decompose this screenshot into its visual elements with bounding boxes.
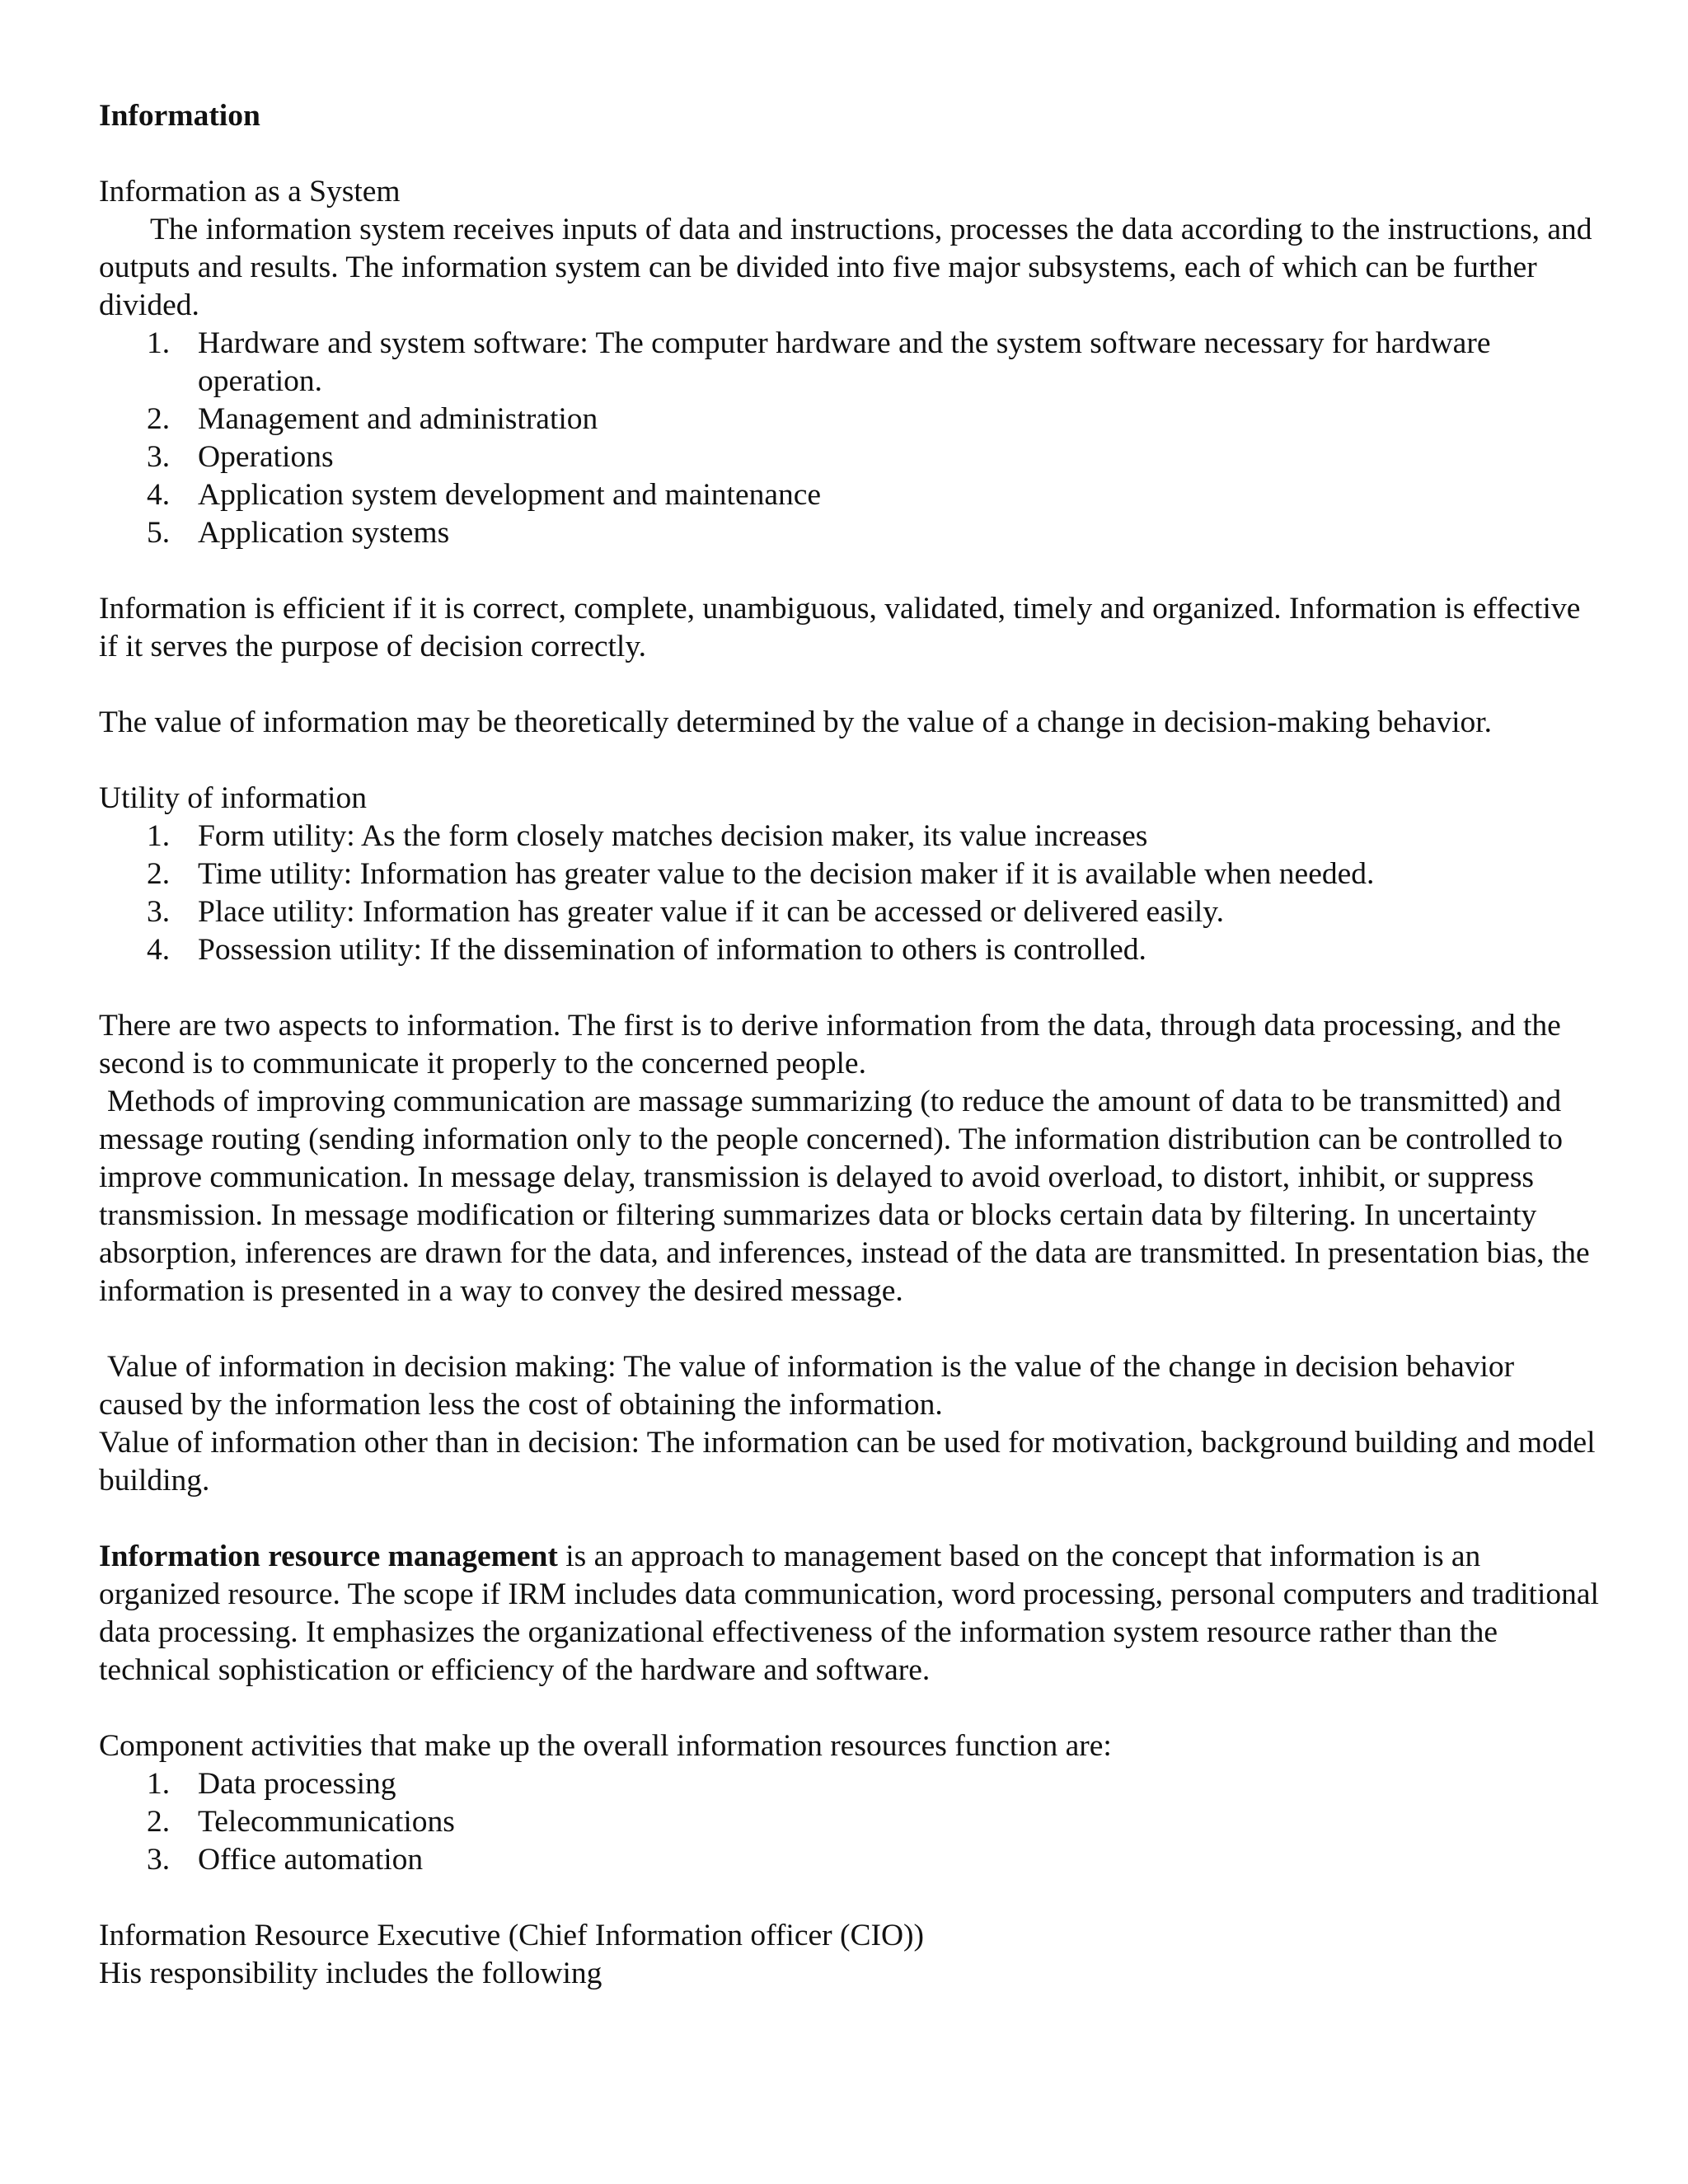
- paragraph-aspects: There are two aspects to information. The first is to derive information from the data, through data processing, and the second is to communicate it properly to the concerned people.: [99, 1009, 1561, 1080]
- list-item: [99, 893, 1599, 931]
- list-number: 1.: [147, 1767, 171, 1801]
- list-text: Operations: [198, 440, 334, 474]
- list-number: 1.: [147, 326, 171, 360]
- list-item: [99, 401, 1599, 438]
- list-text: Place utility: Information has greater value if it can be accessed or delivered easily.: [198, 895, 1224, 929]
- document-page: [99, 97, 1599, 1993]
- cio-heading: Information Resource Executive (Chief Information officer (CIO)): [99, 1919, 925, 1952]
- list-number: 3.: [147, 895, 171, 929]
- list-item: [99, 438, 1599, 476]
- list-text: Application systems: [198, 516, 450, 550]
- irm-definition: is an approach to management based on the concept that information is an organized resource. The scope if IRM includes data communication, word processing, personal computers and traditional data processing. It emphasizes the organizational effectiveness of the information system resource rather than the technical sophistication or efficiency of the hardware and software.: [99, 1540, 1599, 1687]
- paragraph-other-value: Value of information other than in decision: The information can be used for motivation, background building and model building.: [99, 1426, 1596, 1497]
- section-intro: The information system receives inputs of data and instructions, processes the data according to the instructions, and outputs and results. The information system can be divided into five major subsystems, each of which can be further divided.: [99, 213, 1592, 322]
- components-list: [99, 1765, 1599, 1879]
- list-text: Application system development and maintenance: [198, 478, 822, 512]
- list-number: 2.: [147, 1805, 171, 1839]
- list-item: [99, 476, 1599, 514]
- paragraph-decision-value: Value of information in decision making: The value of information is the value of the change in decision behavior caused by the information less the cost of obtaining the information.: [99, 1350, 1515, 1422]
- list-item: [99, 1803, 1599, 1841]
- list-text: Possession utility: If the dissemination of information to others is controlled.: [198, 933, 1146, 967]
- list-item: [99, 931, 1599, 969]
- components-intro: Component activities that make up the overall information resources function are:: [99, 1729, 1112, 1763]
- paragraph-methods: Methods of improving communication are massage summarizing (to reduce the amount of data to be transmitted) and message routing (sending information only to the people concerned). The information distribution can be controlled to improve communication. In message delay, transmission is delayed to avoid overload, to distort, inhibit, or suppress transmission. In message modification or filtering summarizes data or blocks certain data by filtering. In uncertainty absorption, inferences are drawn for the data, and inferences, instead of the data are transmitted. In presentation bias, the information is presented in a way to convey the desired message.: [99, 1085, 1590, 1308]
- list-text: Office automation: [198, 1843, 424, 1877]
- cio-responsibility: His responsibility includes the following: [99, 1957, 603, 1990]
- list-number: 3.: [147, 1843, 171, 1877]
- list-item: [99, 514, 1599, 552]
- list-item: [99, 1841, 1599, 1879]
- utility-list: [99, 818, 1599, 969]
- list-text: Data processing: [198, 1767, 396, 1801]
- list-number: 5.: [147, 516, 171, 550]
- paragraph-efficiency: Information is efficient if it is correct, complete, unambiguous, validated, timely and organized. Information is effective if it serves the purpose of decision correctly.: [99, 592, 1581, 663]
- irm-term: Information resource management: [99, 1540, 558, 1573]
- section-subtitle: Information as a System: [99, 175, 401, 209]
- list-text: Form utility: As the form closely matches decision maker, its value increases: [198, 819, 1148, 853]
- list-item: [99, 1765, 1599, 1803]
- subsystems-list: [99, 325, 1599, 552]
- document-title: Information: [99, 99, 260, 133]
- list-number: 4.: [147, 478, 171, 512]
- utility-subtitle: Utility of information: [99, 781, 367, 815]
- paragraph-irm: [99, 1538, 1599, 1690]
- list-number: 2.: [147, 857, 171, 891]
- list-number: 2.: [147, 402, 171, 436]
- list-number: 3.: [147, 440, 171, 474]
- list-item: [99, 855, 1599, 893]
- list-text: Telecommunications: [198, 1805, 455, 1839]
- list-item: [99, 818, 1599, 855]
- list-text: Hardware and system software: The computer hardware and the system software necessary for hardware operation.: [198, 326, 1491, 398]
- list-number: 4.: [147, 933, 171, 967]
- list-number: 1.: [147, 819, 171, 853]
- list-text: Time utility: Information has greater value to the decision maker if it is available when needed.: [198, 857, 1375, 891]
- list-item: [99, 325, 1599, 401]
- list-text: Management and administration: [198, 402, 598, 436]
- paragraph-value: The value of information may be theoretically determined by the value of a change in decision-making behavior.: [99, 705, 1493, 739]
